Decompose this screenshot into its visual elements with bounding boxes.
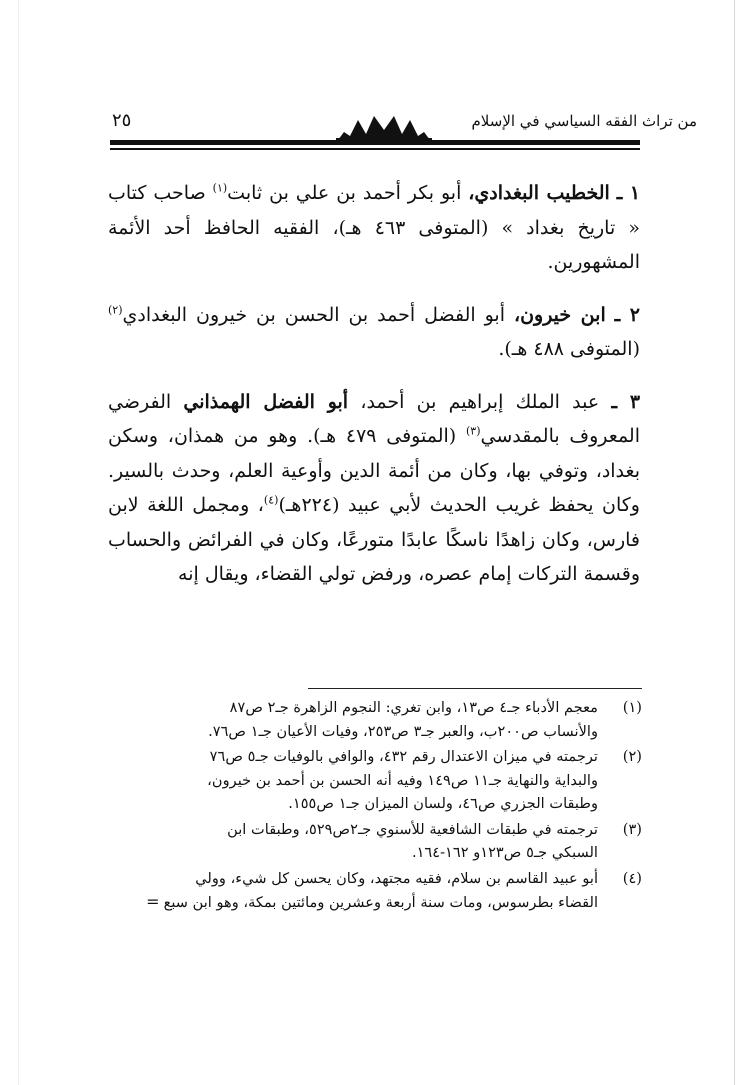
running-title: من تراث الفقه السياسي في الإسلام: [471, 112, 697, 130]
footnote: [96, 745, 642, 816]
entry-3: [108, 385, 640, 592]
entry-1: [108, 176, 640, 280]
footnote: [96, 867, 642, 915]
page-edge-shadow-left: [18, 0, 19, 1085]
entry-text: أبو بكر أحمد بن علي بن ثابت: [227, 182, 462, 204]
footnote-line: والأنساب ص٢٠٠ب، والعبر جـ٣ ص٢٥٣، وفيات الأعيان جـ١ ص٧٦.: [208, 722, 598, 740]
entry-2: [108, 298, 640, 367]
entry-name: أبو الفضل الهمذاني: [183, 390, 349, 413]
entry-text: (المتوفى ٤٧٩ هـ). وهو من همذان، وسكن بغداد، وتوفي بها، وكان من أئمة الدين وأوعية العلم، وحدث بالسير. وكان يحفظ غريب الحديث لأبي عبيد (٢٢٤هـ): [108, 425, 640, 516]
page-number: ٢٥: [112, 110, 132, 131]
entry-number: ٣ ـ: [611, 390, 641, 413]
header-rule-thick: [110, 140, 640, 145]
entry-name: الخطيب البغدادي،: [468, 182, 610, 204]
footnote-separator: [308, 688, 642, 689]
footnote-mark: (٣): [622, 820, 642, 838]
footnote-ref: (٣): [465, 424, 481, 438]
footnote-mark: (٢): [622, 748, 642, 765]
entry-number: ١ ـ: [616, 182, 641, 204]
footnote-line: ترجمته في طبقات الشافعية للأسنوي جـ٢ص٥٢٩، وطبقات ابن: [227, 820, 598, 838]
entry-text: ، ومجمل اللغة لابن فارس، وكان زاهدًا ناسكًا عابدًا متورعًا، وكان في الفرائض والحساب وقسمة التركات إمام عصره، ورفض تولي القضاء، ويقال إنه: [108, 494, 640, 585]
footnote-line: السبكي جـ٥ ص١٢٣و ١٦٢-١٦٤.: [411, 844, 598, 861]
entry-number: ٢ ـ: [614, 303, 640, 326]
header-rule-thin: [110, 148, 640, 150]
crown-ornament-icon: [336, 112, 432, 142]
entry-text: صاحب كتاب « تاريخ بغداد » (المتوفى ٤٦٣ هـ)، الفقيه الحافظ أحد الأئمة المشهورين.: [108, 182, 640, 273]
footnote-ref: (٢): [108, 303, 123, 317]
footnote-line: معجم الأدباء جـ٤ ص١٣، وابن تغري: النجوم الزاهرة جـ٢ ص٨٧: [229, 699, 598, 716]
footnote-line: ترجمته في ميزان الاعتدال رقم ٤٣٢، والوافي بالوفيات جـ٥ ص٧٦: [209, 748, 598, 765]
entry-text: الفرضي المعروف بالمقدسي: [108, 390, 641, 447]
footnote-line: أبو عبيد القاسم بن سلام، فقيه مجتهد، وكان يحسن كل شيء، وولي: [195, 869, 598, 887]
footnote-mark: (٤): [622, 869, 642, 887]
footnote-line: وطبقات الجزري ص٤٦، ولسان الميزان جـ١ ص١٥٥.: [288, 795, 598, 812]
footnotes: [96, 696, 642, 917]
footnote-ref: (١): [212, 181, 228, 195]
footnote-line: القضاء بطرسوس، ومات سنة أربعة وعشرين ومائتين بمكة، وهو ابن سبع: [163, 894, 598, 911]
footnote-ref: (٤): [263, 493, 279, 507]
entry-text: (المتوفى ٤٨٨ هـ).: [498, 338, 640, 360]
page-edge-shadow: [734, 0, 735, 1085]
continuation-mark: =: [146, 892, 160, 911]
entry-name: ابن خيرون،: [513, 303, 606, 326]
footnote: [96, 818, 642, 865]
footnote: [96, 696, 642, 743]
main-text: [108, 176, 640, 610]
footnote-line: والبداية والنهاية جـ١١ ص١٤٩ وفيه أنه الحسن بن أحمد بن خيرون،: [207, 771, 598, 789]
footnote-mark: (١): [622, 699, 642, 716]
entry-text: أبو الفضل أحمد بن الحسن بن خيرون البغدادي: [122, 303, 505, 326]
entry-text: عبد الملك إبراهيم بن أحمد،: [360, 390, 600, 413]
